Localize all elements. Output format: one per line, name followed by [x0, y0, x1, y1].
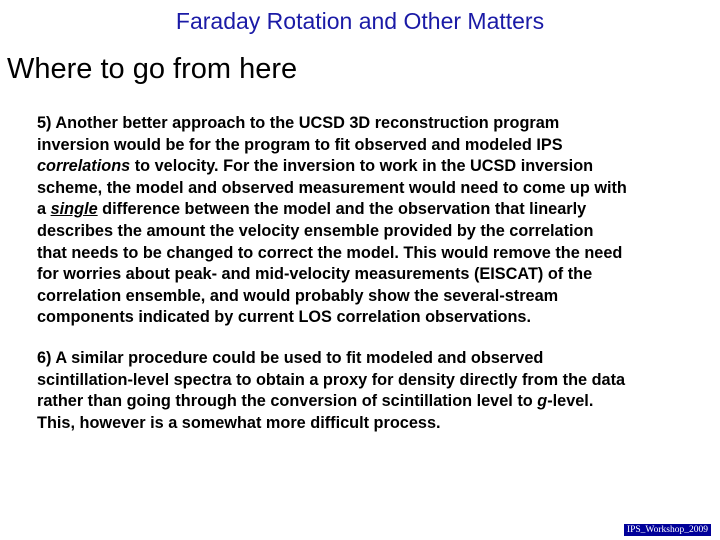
footer-label: IPS_Workshop_2009 — [624, 524, 711, 536]
underlined-text-single: single — [50, 200, 98, 219]
paragraph-line: scintillation-level spectra to obtain a proxy for density directly from the data — [37, 370, 626, 389]
text-run: -level. — [547, 392, 594, 411]
slide-subtitle: Where to go from here — [7, 53, 298, 85]
text-run: a — [37, 200, 51, 219]
paragraph-line: inversion would be for the program to fit observed and modeled IPS — [37, 135, 563, 154]
slide-title: Faraday Rotation and Other Matters — [175, 8, 545, 34]
paragraph-line: scheme, the model and observed measurement would need to come up with — [37, 178, 627, 197]
text-run: rather than going through the conversion of scintillation level to — [37, 392, 538, 411]
paragraph-5 — [37, 113, 707, 329]
text-run: to velocity. For the inversion to work in the UCSD inversion — [130, 157, 594, 176]
paragraph-line — [37, 199, 707, 221]
paragraph-line: correlation ensemble, and would probably show the several-stream — [37, 286, 559, 305]
paragraph-line: describes the amount the velocity ensemble provided by the correlation — [37, 221, 594, 240]
paragraph-line — [37, 156, 707, 178]
paragraph-line: 5) Another better approach to the UCSD 3D reconstruction program — [37, 114, 560, 132]
paragraph-line: that needs to be changed to correct the model. This would remove the need — [37, 243, 623, 262]
paragraph-line: components indicated by current LOS correlation observations. — [37, 308, 531, 327]
paragraph-line: 6) A similar procedure could be used to fit modeled and observed — [37, 349, 544, 367]
paragraph-line — [37, 391, 707, 413]
italic-text-correlations: correlations — [37, 157, 131, 176]
paragraph-line: for worries about peak- and mid-velocity measurements (EISCAT) of the — [37, 265, 593, 284]
paragraph-6 — [37, 348, 707, 434]
italic-text-g: g — [537, 392, 548, 411]
text-run: difference between the model and the observation that linearly — [97, 200, 587, 219]
paragraph-line: This, however is a somewhat more difficult process. — [37, 413, 441, 432]
